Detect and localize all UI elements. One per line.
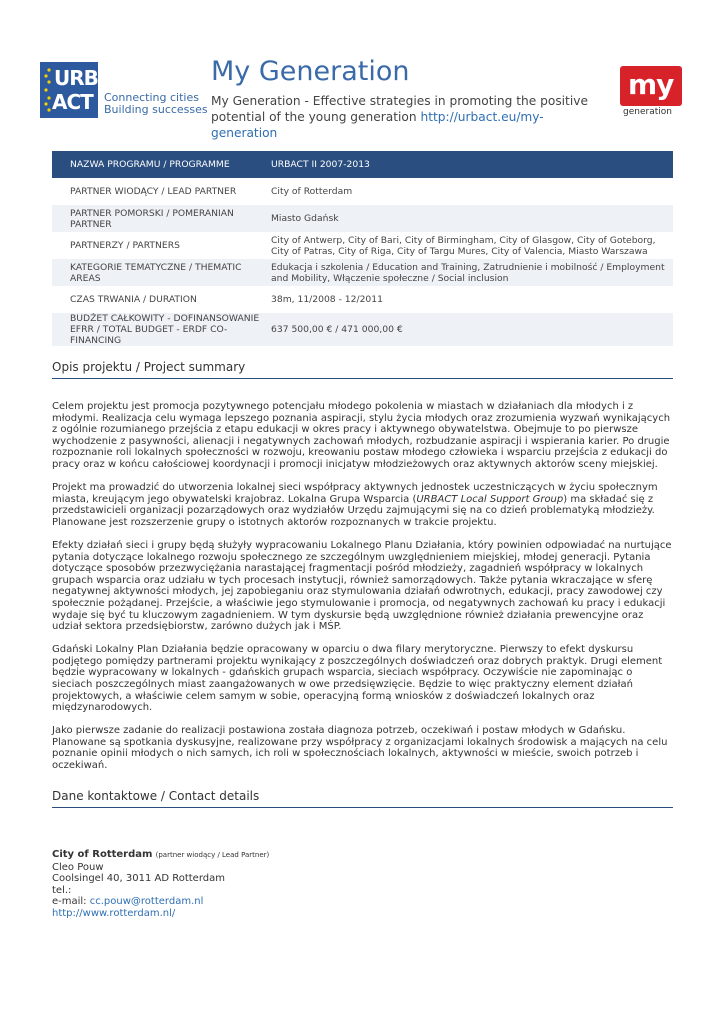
page-title: My Generation: [211, 56, 410, 87]
row-value: Edukacja i szkolenia / Education and Training, Zatrudnienie i mobilność / Employment and Mobility, Włączenie społeczne / Social inclusion: [271, 259, 673, 286]
subtitle-text: My Generation - Effective strategies in promoting the positive potential of the young generation: [211, 94, 588, 124]
summary-paragraph-emphasis: URBACT Local Support Group: [416, 493, 564, 505]
contact-org: City of Rotterdam: [52, 849, 153, 860]
program-table-header: [52, 151, 673, 178]
program-table: [52, 151, 673, 346]
row-value: City of Antwerp, City of Bari, City of Birmingham, City of Glasgow, City of Goteborg, City of Patras, City of Riga, City of Targu Mures, City of Valencia, Miasto Warszawa: [271, 234, 656, 257]
table-row: [52, 232, 673, 259]
contact-website-line: [52, 908, 673, 920]
summary-paragraph: Celem projektu jest promocja pozytywnego potencjału młodego pokolenia w miastach w działaniach dla młodych i z młodymi. Realizacja celu wymaga lepszego poznania aspiracji, stylu życia młodych oraz zrozumienia wyzwań wynikających z ogólnie rozumianego przejścia z etapu edukacji w okres pracy i aktywnego obywatelstwa. Obejmuje to po pierwsze wychodzenie z pasywności, alienacji i negatywnych zachowań młodych, rozbudzanie aspiracji i wspierania karier. Po drugie rozpoznanie roli lokalnych społeczności w rozwoju, kreowaniu postaw młodego człowieka i wsparciu przejścia z edukacji do pracy oraz w końcu całościowej koordynacji i promocji inicjatyw młodzieżowych oraz aktywnych aktorów sceny miejskiej.: [52, 401, 671, 470]
row-label: CZAS TRWANIA / DURATION: [70, 294, 197, 305]
summary-paragraph: Gdański Lokalny Plan Działania będzie opracowany w oparciu o dwa filary merytoryczne. Pierwszy to efekt dyskursu podjętego pomiędzy partnerami projektu wynikający z poszczególnych doświadczeń oraz dobrych praktyk. Drugi element będzie wypracowany w lokalnych - gdańskich grupach wsparcia, sieciach współpracy. Oczywiście nie zapominając o sieciach poszczególnych miast zaangażowanych w owe przedsięwzięcie. Będzie to więc praktyczny element działań projektowych, a właściwie celem samym w sobie, operacyjną formą wniosków z doświadczeń lokalnych oraz międzynarodowych.: [52, 644, 663, 714]
contact-role: (partner wiodący / Lead Partner): [155, 851, 270, 859]
contact-email-line: [52, 896, 673, 908]
table-row: [52, 205, 673, 232]
urbact-logo-line1: URB: [54, 66, 98, 90]
my-logo-block: [620, 66, 682, 106]
urbact-logo: [40, 62, 208, 118]
row-label: BUDŻET CAŁKOWITY - DOFINANSOWANIE EFRR / TOTAL BUDGET - ERDF CO-FINANCING: [52, 313, 271, 346]
table-row: [52, 178, 673, 205]
programme-value: URBACT II 2007-2013: [271, 151, 673, 178]
contact-block: [52, 849, 673, 920]
contact-tel: tel.:: [52, 884, 72, 896]
my-generation-logo: [620, 66, 682, 120]
table-row: [52, 259, 673, 286]
urbact-tagline-2: Building successes: [104, 103, 208, 116]
summary-paragraph-part: ) ma składać się z przedstawicieli organizacji pozarządowych oraz wydziałów Urzędu zajmującymi się na co dzień problematyką młodzieży. Planowane jest rozszerzenie grupy o istotnych aktorów rozpoznanych w trakcie projektu.: [52, 493, 655, 528]
summary-body: [52, 401, 673, 783]
contact-address: Coolsingel 40, 3011 AD Rotterdam: [52, 873, 225, 885]
row-label: PARTNERZY / PARTNERS: [70, 240, 180, 251]
table-row: [52, 313, 673, 346]
contact-email-label: e-mail:: [52, 896, 87, 908]
my-logo-text: my: [628, 68, 674, 101]
summary-section-title: Opis projektu / Project summary: [52, 360, 673, 379]
contact-email-link[interactable]: cc.pouw@rotterdam.nl: [89, 896, 204, 908]
urbact-tagline-1: Connecting cities: [104, 91, 199, 104]
contact-website-link[interactable]: http://www.rotterdam.nl/: [52, 907, 176, 919]
row-label: PARTNER WIODĄCY / LEAD PARTNER: [70, 186, 237, 197]
project-link[interactable]: http://urbact.eu/my-generation: [211, 110, 544, 140]
contact-person: Cleo Pouw: [52, 861, 104, 873]
row-label: PARTNER POMORSKI / POMERANIAN PARTNER: [52, 205, 271, 232]
row-label: KATEGORIE TEMATYCZNE / THEMATIC AREAS: [52, 259, 271, 286]
summary-paragraph: Jako pierwsze zadanie do realizacji postawiona została diagnoza potrzeb, oczekiwań i postaw młodych w Gdańsku. Planowane są spotkania dyskusyjne, realizowane przy współpracy z organizacjami lokalnych środowisk a mających na celu poznanie opinii młodych o nich samych, ich roli w społecznościach lokalnych, aktywności w mieście, swoich potrzeb i oczekiwań.: [52, 725, 668, 772]
urbact-logo-line2: ACT: [52, 90, 93, 114]
row-value: City of Rotterdam: [271, 186, 353, 197]
urbact-tagline: [104, 92, 208, 116]
row-value: 637 500,00 € / 471 000,00 €: [271, 313, 673, 346]
summary-paragraph: [52, 482, 673, 528]
programme-label: NAZWA PROGRAMU / PROGRAMME: [52, 151, 271, 178]
urbact-logo-block: [40, 62, 98, 118]
contact-org-line: [52, 849, 673, 862]
row-value: 38m, 11/2008 - 12/2011: [271, 294, 383, 305]
summary-paragraph-part: Projekt ma prowadzić do utworzenia lokalnej sieci współpracy aktywnych jednostek uczestniczących w życiu społecznym miasta, kreującym jego obywatelski krajobraz. Lokalna Grupa Wsparcia (: [52, 482, 658, 505]
page-subtitle: [211, 93, 601, 141]
row-value: Miasto Gdańsk: [271, 205, 673, 232]
contact-section-title: Dane kontaktowe / Contact details: [52, 789, 673, 808]
table-row: [52, 286, 673, 313]
summary-paragraph: Efekty działań sieci i grupy będą służyły wypracowaniu Lokalnego Planu Działania, który powinien odpowiadać na nurtujące pytania dotyczące lokalnego rozwoju społecznego ze szczególnym uwzględnieniem miejskiej, młodej generacji. Pytania dotyczące sposobów przezwyciężania narastającej fragmentacji pośród młodzieży, zagadnień współpracy w lokalnych grupach wsparcia oraz udziału w tych procesach instytucji, również samorządowych. Także pytania wkraczające w sferę negatywnej aktywności młodych, jej zapobieganiu oraz stymulowania działań odwrotnych, edukacji, pracy zawodowej czy społecznie pożądanej. Przejście, a właściwie jego stymulowanie i promocja, od negatywnych zachowań ku pracy i edukacji wydaje się być tu kluczowym zagadnieniem. W tym dyskursie będą uwzględnione również działania prewencyjne oraz udział sektora przedsiębiorstw, zarówno dużych jak i MŚP.: [52, 539, 672, 633]
generation-logo-text: generation: [623, 107, 672, 117]
